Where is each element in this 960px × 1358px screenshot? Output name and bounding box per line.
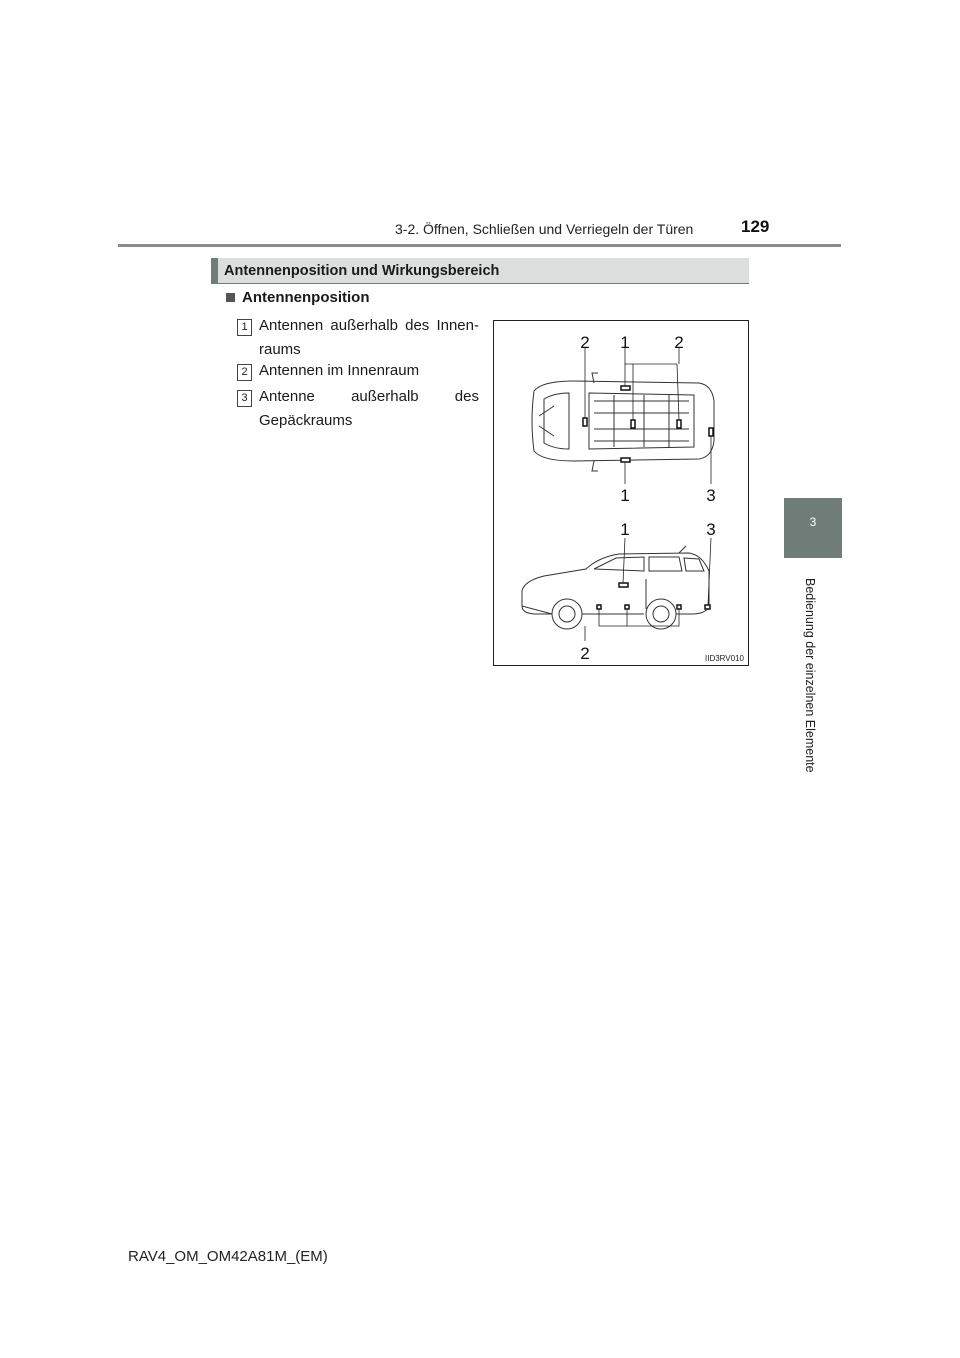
callout-label: 1 bbox=[620, 520, 630, 539]
item-text-line: Antennen außerhalb des Innen- bbox=[259, 317, 479, 334]
section-title-rule bbox=[211, 283, 749, 284]
item-text-line: Antennen im Innenraum bbox=[259, 362, 420, 379]
callout-label: 3 bbox=[706, 520, 716, 539]
antenna-mark bbox=[677, 420, 681, 428]
page-number: 129 bbox=[741, 217, 770, 236]
callout-label: 2 bbox=[580, 644, 590, 663]
item-text-line: raums bbox=[259, 341, 301, 358]
antenna-mark bbox=[705, 605, 710, 609]
antenna-mark bbox=[621, 386, 630, 390]
item-number-badge: 3 bbox=[237, 390, 252, 407]
antenna-mark bbox=[709, 428, 713, 436]
callout-label: 1 bbox=[620, 486, 630, 505]
chapter-side-tab-number: 3 bbox=[809, 515, 817, 529]
item-text-line: Antenne außerhalb des bbox=[259, 388, 479, 405]
subheading-square-icon bbox=[226, 293, 235, 302]
section-title-accent bbox=[211, 258, 218, 284]
antenna-mark bbox=[631, 420, 635, 428]
section-title: Antennenposition und Wirkungsbereich bbox=[224, 263, 500, 279]
item-number-badge: 2 bbox=[237, 364, 252, 381]
car-side-view bbox=[522, 546, 709, 629]
callout-label: 3 bbox=[706, 486, 716, 505]
antenna-mark bbox=[583, 418, 587, 426]
antenna-mark bbox=[621, 458, 630, 462]
image-code: IID3RV010 bbox=[705, 654, 744, 663]
item-number-badge: 1 bbox=[237, 319, 252, 336]
document-code-footer: RAV4_OM_OM42A81M_(EM) bbox=[128, 1248, 328, 1265]
antenna-mark bbox=[619, 583, 628, 587]
antenna-position-figure bbox=[493, 320, 749, 666]
antenna-mark bbox=[625, 605, 629, 609]
chapter-side-label: Bedienung der einzelnen Elemente bbox=[803, 578, 817, 773]
header-rule bbox=[118, 244, 841, 247]
subheading: Antennenposition bbox=[242, 289, 370, 306]
antenna-diagram bbox=[494, 321, 748, 665]
list-item bbox=[259, 385, 479, 433]
callout-label: 1 bbox=[620, 333, 630, 352]
item-text-line: Gepäckraums bbox=[259, 412, 353, 429]
callout-label: 2 bbox=[674, 333, 684, 352]
list-item bbox=[259, 314, 479, 362]
antenna-mark bbox=[597, 605, 601, 609]
chapter-header-title: 3-2. Öffnen, Schließen und Verriegeln der Türen bbox=[395, 221, 694, 237]
callout-label: 2 bbox=[580, 333, 590, 352]
antenna-mark bbox=[677, 605, 681, 609]
list-item bbox=[259, 359, 479, 383]
